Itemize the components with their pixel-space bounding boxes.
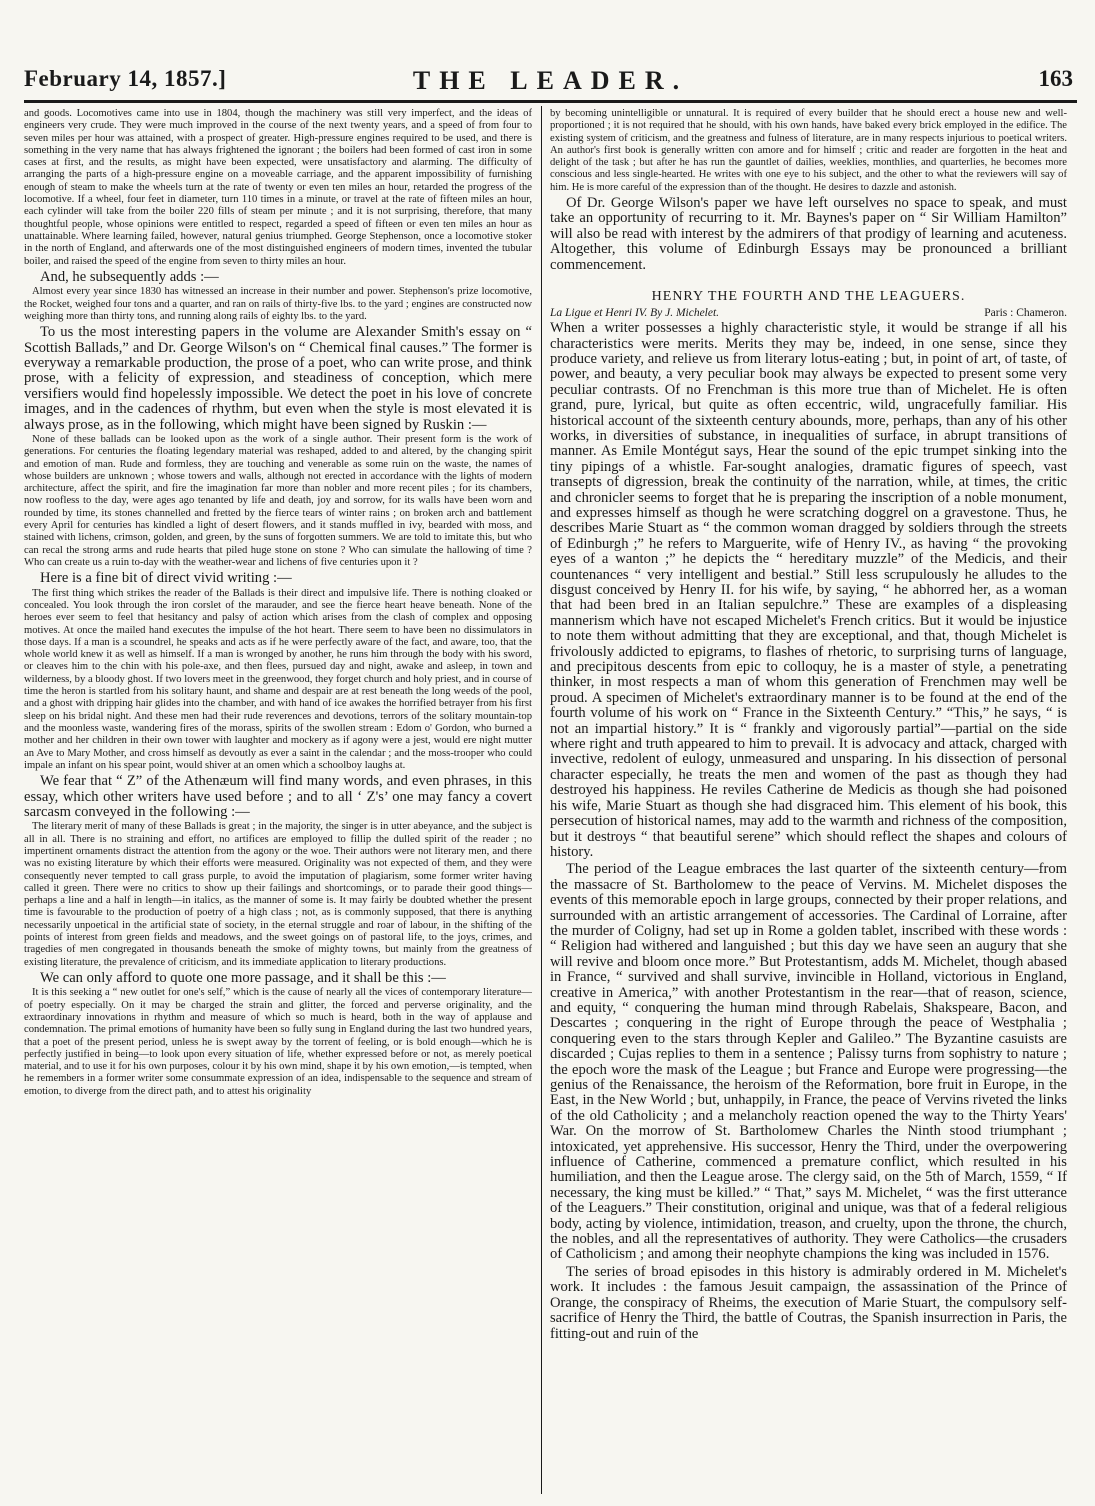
issue-date: February 14, 1857.] [24,66,227,91]
paragraph: To us the most interesting papers in the volume are Alexander Smith's essay on “ Scottish Ballads,” and Dr. George Wilson's on “ Chemical final causes.” The former is everyway a remarkable production, the prose of a poet, who can write prose, and think prose, with a felicity of expression, and steadiness of conception, which mere versifiers would find hopelessly impossible. We detect the poet in his love of concrete images, and in the cadences of rhythm, but even when the style is most elevated it is always prose, as in the following, which might have been signed by Ruskin :— [24,324,532,433]
review-conclusion [550,108,1067,273]
right-column [550,108,1067,1494]
quoted-passage: Almost every year since 1830 has witnessed an increase in their number and power. Stephenson's prize locomotive, the Rocket, weighed four tons and a quarter, and ran on rails of thirty-five lbs. to the yard ; engines are constructed now weighing more than thirty tons, and running along rails of eighty lbs. to the yard. [24,286,532,322]
quoted-passage: It is this seeking a “ new outlet for one's self,” which is the cause of nearly all the vices of contemporary literature—of poetry especially. On it may be charged the strain and glitter, the forced and perverse originality, and the extraordinary innovations in rhythm and measure of which so much is heard, both in the way of applause and condemnation. The primal emotions of humanity have been so fully sung in England during the last two hundred years, that a poet of the present period, unless he is swept away by the torrent of feeling, or is bold enough—which he is perfectly justified in being—to look upon every situation of life, whether expressed before or not, as merely poetical material, and to use it for his own purposes, colour it by his own mind, shape it by his own emotion,—is tempted, when he remembers in a former writer some consummate expression of an idea, indispensable to the sequence and stream of emotion, to diverge from the direct path, and to attest his originality [24,987,532,1097]
book-title: La Ligue et Henri IV. By J. Michelet. [550,307,720,320]
paragraph: The series of broad episodes in this history is admirably ordered in M. Michelet's work. It includes : the famous Jesuit campaign, the assassination of the Prince of Orange, the conspiracy of Rheims, the execution of Marie Stuart, the compulsory self-sacrifice of Henry the Third, the battle of Coutras, the Spanish insurrection in Paris, the fitting-out and ruin of the [550,1263,1067,1342]
article-body [550,321,1067,1342]
paragraph: The period of the League embraces the last quarter of the sixteenth century—from the massacre of St. Bartholomew to the peace of Vervins. M. Michelet disposes the events of this memorable epoch in large groups, connected by their proper relations, and surrounded with an artistic arrangement of accessories. The Cardinal of Lorraine, after the murder of Coligny, had set up in Rome a golden tablet, inscribed with these words : “ Religion had withered and languished ; but this day we have seen an augury that she will revive and bloom once more.” But Protestantism, adds M. Michelet, though abased in France, “ survived and shall survive, invincible in Holland, victorious in England, creative in America,” with another Protestantism in the rear—that of reason, science, and equity, “ conquering the human mind through Rabelais, Shakspeare, Bacon, and Descartes ; conquering in the right of Europe through the peace of Westphalia ; conquering even to the stars through Kepler and Galileo.” The Byzantine casuists are discarded ; Cujas replies to them in a sentence ; Palissy turns from sophistry to nature ; the epoch wore the mask of the League ; but France and Europe were progressing—the genius of the Renaissance, the heroism of the Reformation, bore fruit in Europe, in the East, in the New World ; but, unhappily, in France, the peace of Vervins riveted the links of the old Catholicity ; and a melancholy reaction opened the way to the Thirty Years' War. On the morrow of St. Bartholomew Charles the Ninth stood triumphant ; intoxicated, yet apprehensive. His successor, Henry the Third, under the overpowering influence of Catherine, commenced a premature conflict, which resulted in his humiliation, and then the League arose. The clergy said, on the 5th of March, 1559, “ If necessary, the king must be killed.” “ That,” says M. Michelet, “ was the first utterance of the Leaguers.” Their constitution, original and unique, was that of a federal religious body, acting by violence, intimidation, treason, and cruelty, upon the throne, the church, the nobles, and all the representatives of authority. They were Catholics—the crusaders of Catholicism ; and among their neophyte champions the king was included in 1576. [550,861,1067,1263]
quoted-passage: The first thing which strikes the reader of the Ballads is their direct and impulsive life. There is nothing cloaked or concealed. You look through the iron corslet of the marauder, and see the fierce heart heave beneath. None of the heroes ever seem to feel that hesitancy and palsy of action which arises from the clash of complex and opposing motives. At once the mailed hand executes the impulse of the hot heart. There seem to have been no dissimulators in those days. If a man is a scoundrel, he speaks and acts as if he were perfectly aware of the fact, and aware, too, that the whole world knew it as well as himself. If a man is wronged by another, he runs him through the body with his sword, or cleaves him to the chin with his pole-axe, and then flees, pursued day and night, awake and asleep, in town and wilderness, by a bloody ghost. If two lovers meet in the greenwood, they forget church and holy priest, and in course of time the heron is startled from his solitary haunt, and shame and despair are at rest beneath the long weeds of the pool, and a ghost with dripping hair glides into the chamber, and with hand of ice awakes the horrified betrayer from his first sleep on his bridal night. And these men had their rude reverences and devotions, terrors of the solitary mountain-top and the moonless waste, wandering fires of the morass, spirits of the swollen stream : Edom o' Gordon, who burned a mother and her children in their own tower with laughter and mockery as if agony were a jest, would ere night mutter an Ave to Mary Mother, and cross himself as devoutly as ever a saint in the calendar ; and the moss-trooper who could impale an infant on his spear point, would shiver at an omen which a schoolboy laughs at. [24,587,532,771]
quoted-passage: The literary merit of many of these Ballads is great ; in the majority, the singer is in utter abeyance, and the subject is all in all. There is no straining and effort, no artifices are employed to fillip the dulled spirit of the reader ; no impertinent ornaments distract the attention from the agony or the woe. Their authors were not literary men, and there was no existing literature by which their efforts were measured. Originality was not expected of them, and they were consequently never tempted to call grass purple, to avoid the imputation of plagiarism, some former writer having called it green. There were no critics to show up their failings and shortcomings, or to parade their good things—perhaps a line and a half in length—in italics, as the manner of some is. It may fairly be doubted whether the present time is favourable to the production of poetry of a high class ; not, as is commonly supposed, that there is anything necessarily unpoetical in the artificial state of society, in the eternal struggle and roar of labour, in the shifting of the points of interest from green fields and meadows, and the sweet goings on of pastoral life, to the joys, crimes, and tragedies of men congregated in thousands beneath the smoke of mighty towns, but mainly from the greatness of existing literature, the prevalence of criticism, and its immediate application to literary productions. [24,821,532,968]
column-divider [541,106,542,1494]
paragraph: Of Dr. George Wilson's paper we have left ourselves no space to speak, and must take an opportunity of recurring to it. Mr. Baynes's paper on “ Sir William Hamilton” will also be read with interest by the admirers of that prodigy of learning and acuteness. Altogether, this volume of Edinburgh Essays may be pronounced a brilliant commencement. [550,195,1067,273]
quoted-passage: None of these ballads can be looked upon as the work of a single author. Their present form is the work of generations. For centuries the floating legendary material was reshaped, added to and altered, by the changing spirit and emotion of man. Rude and formless, they are touching and venerable as some ruin on the waste, the names of whose builders are unknown ; whose towers and walls, although not erected in accordance with the lights of modern architecture, affect the spirit, and fire the imagination far more than nobler and more recent piles ; for its chambers, now roofless to the day, were ages ago tenanted by life and death, joy and sorrow, for its walls have been worn and rounded by time, its stones channelled and fretted by the fierce tears of winter rains ; on broken arch and battlement every April for centuries has kindled a light of desert flowers, and it stands muffled in ivy, bearded with moss, and stained with lichens, crimson, golden, and green, by the suns of forgotten summers. We are told to imitate this, but who can recal the strong arms and rude hearts that piled huge stone on stone ? Who can simulate the hallowing of time ? Who can create us a ruin to-day with the weather-wear and lichens of five centuries upon it ? [24,434,532,568]
quoted-passage: by becoming unintelligible or unnatural. It is required of every builder that he should erect a house new and well-proportioned ; it is not required that he should, with his own hands, have baked every brick employed in the edifice. The existing system of criticism, and the greatness and fulness of literature, are in many respects injurious to poetical writers. An author's first book is generally written con amore and for himself ; critic and reader are forgotten in the heat and delight of the task ; but after he has run the gauntlet of dailies, weeklies, monthlies, and quarterlies, he becomes more conscious and less single-hearted. He writes with one eye to his subject, and the other to what the reviewers will say of him. He is more careful of the expression than of the thought. He desires to dazzle and astonish. [550,108,1067,193]
paragraph: Here is a fine bit of direct vivid writing :— [40,570,292,587]
paragraph: And, he subsequently adds :— [40,268,219,285]
paragraph: We fear that “ Z” of the Athenæum will find many words, and even phrases, in this essay, which other writers have used before ; and to all ‘ Z's’ one may fancy a covert sarcasm conveyed in the following :— [24,773,532,820]
quoted-passage: and goods. Locomotives came into use in 1804, though the machinery was still very imperfect, and the ideas of engineers very crude. They were much improved in the course of the next twenty years, and a speed of from four to seven miles per hour was attained, with a prospect of greater. High-pressure engines required to be used, and there is something in the very name that has always frightened the ignorant ; the boilers had been formed of cast iron in some cases at first, and the results, as might have been expected, were unsatisfactory and alarming. The difficulty of arranging the parts of a high-pressure engine on a moveable carriage, and the apparent impossibility of furnishing enough of steam to make the wheels turn at the rate of twenty or even ten miles an hour, retarded the progress of the locomotive. If a wheel, four feet in diameter, turn 110 times in a minute, or travel at the rate of fifteen miles an hour, each cylinder will take from the boiler 220 fills of steam per minute ; and it is not surprising, therefore, that many thoughtful people, whose opinions were entitled to respect, regarded a speed of fifteen or even ten miles an hour as unattainable. Where learning failed, however, natural genius triumphed. George Stephenson, once a locomotive stoker in the north of England, and afterwards one of the most distinguished engineers of modern times, invented the tubular boiler, and raised the speed of the engine from seven to thirty miles an hour. [24,108,532,267]
header-rule [24,100,1077,103]
article-title: HENRY THE FOURTH AND THE LEAGUERS. [651,289,966,305]
page-number: 163 [1038,66,1073,91]
paragraph: When a writer possesses a highly characteristic style, it would be strange if all his characteristics were merits. Merits they may be, indeed, in one sense, since they produce variety, and relieve us from literary lotus-eating ; but, in point of art, of taste, of power, and beauty, a very peculiar book may always be expected to present some very peculiar contrasts. Of no Frenchman is this more true than of Michelet. He is often grand, pure, lyrical, but quite as often eccentric, wild, ungracefully familiar. His historical account of the sixteenth century abounds, more, perhaps, than any of his other works, in diversities of substance, in inequalities of surface, in abrupt transitions of manner. As Emile Montégut says, Hear the sound of the epic trumpet sinking into the tiny pipings of a whistle. Far-sought analogies, dramatic figures of speech, vast transepts of digression, break the continuity of the narration, while, at times, the critic and chronicler seems to forget that he is preparing the inscription of a noble monument, and expresses himself as though he were scratching doggrel on a gravestone. Thus, he describes Marie Stuart as “ the common woman dragged by soldiers through the streets of Edinburgh ;” he refers to Marguerite, wife of Henry IV., as having “ the provoking eyes of a wanton ;” he depicts the “ hereditary muzzle” of the Medicis, and their countenances “ very intelligent and bestial.” Still less scrupulously he alludes to the disgust conceived by Henry II. for his wife, by saying, “ he abhorred her, as a woman that had been bred in an Italian sepulchre.” These are examples of a displeasing mannerism which have not escaped Michelet's French critics. But it would be injustice to note them without admitting that they are exceptional, and that, though Michelet is frivolously addicted to epigrams, to flashes of rhetoric, to surprising turns of language, and precipitous descents from epic to colloquy, he is a master of style, a penetrating thinker, in most respects a man of whom this generation of Frenchmen may well be proud. A specimen of Michelet's extraordinary manner is to be found at the end of the fourth volume of his work on “ France in the Sixteenth Century.” “This,” he says, “ is not an impartial history.” It is “ frankly and vigorously partial”—partial on the side where right and truth appeared to him to prevail. It is advocacy and attack, charged with invective, redolent of eulogy, unmeasured and unsparing. In his dissection of personal character especially, he treats the men and women of the past as though they had destroyed his happiness. He reviles Catherine de Medicis as though she had poisoned his wife, Marie Stuart as though she had disgraced him. This element of his book, this persecution of historical names, may add to the warmth and richness of the composition, but it destroys “ that beautiful serene” which should reflect the shapes and colours of history. [550,320,1067,860]
paragraph: We can only afford to quote one more passage, and it shall be this :— [40,969,446,986]
newspaper-title: THE LEADER. [412,66,689,95]
masthead [24,66,1077,98]
publisher: Paris : Chameron. [984,307,1067,320]
book-citation [550,307,1067,319]
left-column [24,108,532,1494]
